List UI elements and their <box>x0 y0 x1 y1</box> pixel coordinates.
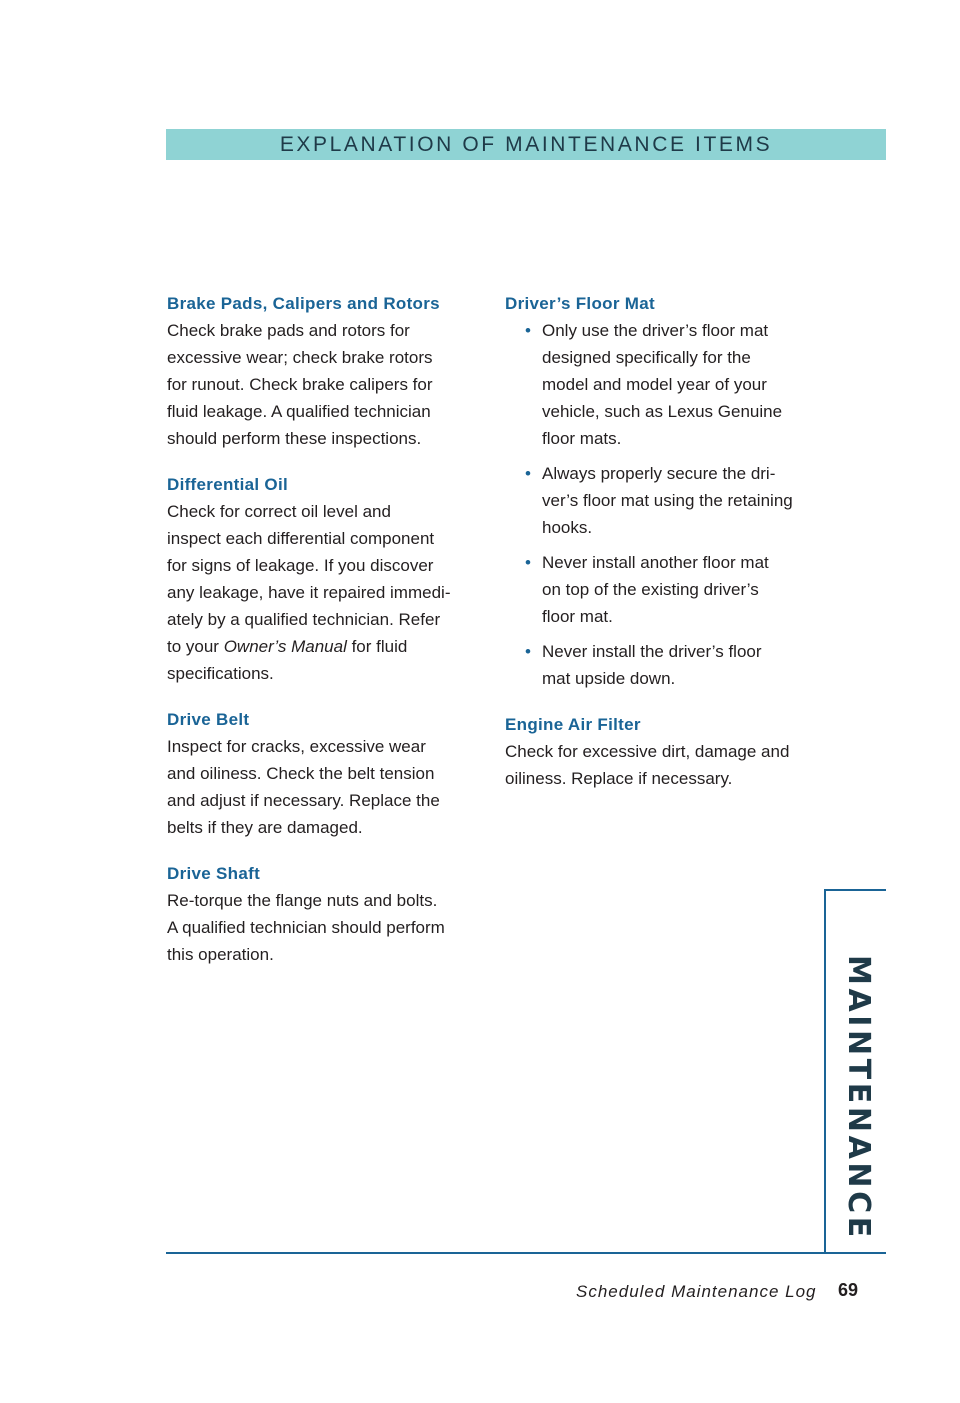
paragraph-brake-pads <box>167 317 467 452</box>
text-line: for signs of leakage. If you discover <box>167 556 434 575</box>
text-line: belts if they are damaged. <box>167 818 363 837</box>
bullet-icon: • <box>525 553 531 572</box>
bullet-icon: • <box>525 321 531 340</box>
text-line: Always properly secure the dri- <box>542 464 776 483</box>
text-line: mat upside down. <box>542 669 676 688</box>
text-line: Check brake pads and rotors for <box>167 321 410 340</box>
page-number: 69 <box>838 1280 859 1300</box>
text-line: Check for excessive dirt, damage and <box>505 742 790 761</box>
text-line: ver’s floor mat using the retaining <box>542 491 793 510</box>
text-for-fluid: for fluid <box>346 637 408 656</box>
text-line-manual <box>167 633 467 660</box>
text-line: for runout. Check brake calipers for <box>167 375 433 394</box>
paragraph-drive-belt <box>167 733 467 841</box>
text-line: Never install the driver’s floor <box>542 642 762 661</box>
section-banner <box>166 129 886 160</box>
text-line: Check for correct oil level and <box>167 502 391 521</box>
owners-manual-reference: Owner’s Manual <box>223 637 347 656</box>
list-item <box>505 460 805 541</box>
text-line: inspect each differential component <box>167 529 435 548</box>
bullet-icon: • <box>525 464 531 483</box>
text-line: should perform these inspections. <box>167 429 422 448</box>
right-column <box>505 290 805 811</box>
text-line: hooks. <box>542 518 593 537</box>
text-line: model and model year of your <box>542 375 767 394</box>
text-line: A qualified technician should perform <box>167 918 445 937</box>
heading-differential-oil: Differential Oil <box>167 475 288 494</box>
list-item <box>505 638 805 692</box>
list-item <box>505 549 805 630</box>
text-line: floor mats. <box>542 429 622 448</box>
text-line: Never install another floor mat <box>542 553 769 572</box>
text-line: oiliness. Replace if necessary. <box>505 769 733 788</box>
heading-drive-shaft: Drive Shaft <box>167 864 261 883</box>
text-line: ately by a qualified technician. Refer <box>167 610 441 629</box>
text-to-your: to your <box>167 637 224 656</box>
footer-title: Scheduled Maintenance Log <box>576 1282 817 1301</box>
text-line: excessive wear; check brake rotors <box>167 348 433 367</box>
footer-divider <box>166 1252 886 1254</box>
heading-brake-pads: Brake Pads, Calipers and Rotors <box>167 294 440 313</box>
text-line: Inspect for cracks, excessive wear <box>167 737 426 756</box>
side-tab-label: MAINTENANCE <box>841 955 876 1241</box>
paragraph-differential-oil <box>167 498 467 687</box>
text-line: and adjust if necessary. Replace the <box>167 791 440 810</box>
list-item <box>505 317 805 452</box>
text-line: and oiliness. Check the belt tension <box>167 764 435 783</box>
text-line: vehicle, such as Lexus Genuine <box>542 402 783 421</box>
bullet-icon: • <box>525 642 531 661</box>
text-line: any leakage, have it repaired immedi- <box>167 583 451 602</box>
text-line: Only use the driver’s floor mat <box>542 321 769 340</box>
floor-mat-list <box>505 317 805 692</box>
banner-title: EXPLANATION OF MAINTENANCE ITEMS <box>279 133 773 156</box>
paragraph-drive-shaft <box>167 887 467 968</box>
text-line: Re-torque the flange nuts and bolts. <box>167 891 438 910</box>
heading-drive-belt: Drive Belt <box>167 710 250 729</box>
heading-floor-mat: Driver’s Floor Mat <box>505 294 655 313</box>
text-line: designed specifically for the <box>542 348 751 367</box>
text-line: floor mat. <box>542 607 613 626</box>
text-line: fluid leakage. A qualified technician <box>167 402 431 421</box>
heading-engine-air-filter: Engine Air Filter <box>505 715 641 734</box>
text-line: this operation. <box>167 945 274 964</box>
paragraph-engine-air-filter <box>505 738 805 792</box>
left-column <box>167 290 467 987</box>
text-line: specifications. <box>167 664 274 683</box>
text-line: on top of the existing driver’s <box>542 580 759 599</box>
